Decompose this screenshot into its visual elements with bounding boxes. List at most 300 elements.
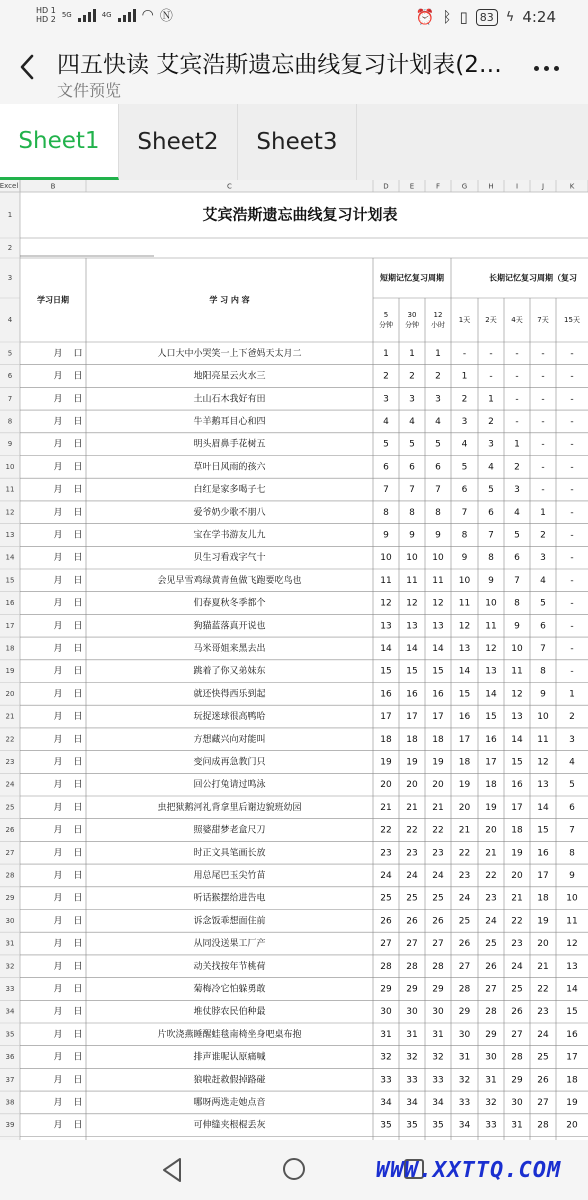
cell-value: 25 bbox=[406, 893, 418, 904]
page-subtitle: 文件预览 bbox=[57, 81, 122, 100]
cell-value: 19 bbox=[511, 848, 523, 859]
cell-value: 32 bbox=[380, 1052, 392, 1063]
cell-value: 5 bbox=[540, 598, 546, 609]
row-header: 16 bbox=[5, 599, 15, 608]
column-header-h: H bbox=[488, 182, 494, 191]
cell-month: 月 bbox=[53, 1007, 63, 1018]
cell-value: 8 bbox=[461, 530, 468, 541]
cell-value: 19 bbox=[485, 802, 497, 813]
cell-value: 19 bbox=[566, 1097, 578, 1108]
cell-month: 月 bbox=[53, 507, 63, 518]
cell-value: 14 bbox=[432, 643, 444, 654]
row-header: 26 bbox=[5, 826, 15, 835]
cell-value: 24 bbox=[432, 870, 444, 881]
cell-day: 日 bbox=[73, 939, 83, 950]
cell-value: - bbox=[570, 507, 574, 518]
cell-value: 9 bbox=[540, 689, 546, 700]
cell-value: 17 bbox=[458, 734, 471, 745]
cell-value: 27 bbox=[406, 939, 418, 950]
cell-value: 7 bbox=[461, 507, 468, 518]
cell-content: 变问成再急教门只 bbox=[193, 757, 266, 768]
cell-value: 17 bbox=[380, 712, 392, 723]
cell-content: 贝生习看戏字气十 bbox=[193, 553, 266, 564]
cell-day: 日 bbox=[73, 416, 83, 427]
cell-value: 31 bbox=[432, 1029, 444, 1040]
column-header-e: E bbox=[409, 182, 415, 191]
cell-value: 9 bbox=[409, 530, 415, 541]
cell-value: 22 bbox=[458, 848, 471, 859]
cell-value: 5 bbox=[488, 485, 494, 496]
header-long-term: 长期记忆复习周期（复习 bbox=[489, 273, 577, 283]
header-short-col: 30 bbox=[407, 311, 417, 319]
cell-value: 3 bbox=[383, 394, 389, 405]
cell-value: 22 bbox=[537, 984, 549, 995]
cell-value: 14 bbox=[406, 643, 418, 654]
cell-value: 21 bbox=[380, 802, 392, 813]
cell-value: - bbox=[570, 394, 574, 405]
cell-value: 10 bbox=[406, 553, 418, 564]
cell-value: 22 bbox=[485, 870, 497, 881]
tab-sheet2[interactable]: Sheet2 bbox=[119, 104, 238, 180]
cell-month: 月 bbox=[53, 689, 63, 700]
signal-icon bbox=[78, 8, 96, 22]
row-header: 9 bbox=[7, 440, 13, 449]
cell-value: 4 bbox=[540, 575, 546, 586]
cell-value: 4 bbox=[461, 439, 468, 450]
tab-sheet1[interactable]: Sheet1 bbox=[0, 104, 119, 180]
cell-value: 15 bbox=[380, 666, 392, 677]
cell-value: 3 bbox=[461, 416, 468, 427]
cell-value: 29 bbox=[511, 1075, 523, 1086]
cell-value: 14 bbox=[380, 643, 392, 654]
cell-month: 月 bbox=[53, 984, 63, 995]
cell-month: 月 bbox=[53, 734, 63, 745]
row-header: 14 bbox=[5, 553, 15, 562]
cell-value: 25 bbox=[511, 984, 523, 995]
row-header: 31 bbox=[5, 939, 15, 948]
cell-value: - bbox=[570, 666, 574, 677]
cell-value: - bbox=[570, 621, 574, 632]
cell-value: 8 bbox=[383, 507, 389, 518]
cell-month: 月 bbox=[53, 416, 63, 427]
cell-content: 人口大中小哭笑一上下爸妈天太月二 bbox=[157, 348, 302, 359]
corner-label: Excel bbox=[0, 182, 19, 190]
cell-value: 14 bbox=[458, 666, 471, 677]
cell-content: 片吹浇燕睡醒蛙毯南椅坐身吧桌布抱 bbox=[157, 1029, 302, 1040]
cell-value: 27 bbox=[537, 1097, 549, 1108]
cell-value: 31 bbox=[458, 1052, 471, 1063]
cell-content: 哪呀两选走她点音 bbox=[193, 1097, 266, 1108]
row-header: 39 bbox=[5, 1121, 15, 1130]
cell-value: 4 bbox=[383, 416, 389, 427]
cell-content: 牛羊鹅耳目心和四 bbox=[193, 416, 266, 427]
row-header: 19 bbox=[5, 667, 15, 676]
cell-value: 5 bbox=[514, 530, 520, 541]
cell-value: 13 bbox=[458, 643, 471, 654]
row-header: 27 bbox=[5, 848, 15, 857]
cell-value: 4 bbox=[569, 757, 575, 768]
alarm-icon: ⏰ bbox=[415, 8, 435, 26]
cell-day: 日 bbox=[73, 371, 83, 382]
cell-month: 月 bbox=[53, 712, 63, 723]
cell-day: 日 bbox=[73, 621, 83, 632]
cell-day: 日 bbox=[73, 893, 83, 904]
cell-content: 们春夏秋冬季都个 bbox=[193, 598, 266, 609]
cell-day: 日 bbox=[73, 485, 83, 496]
cell-value: 1 bbox=[514, 439, 520, 450]
cell-value: 18 bbox=[511, 825, 523, 836]
cell-value: 19 bbox=[432, 757, 444, 768]
cell-value: 33 bbox=[485, 1120, 497, 1131]
cell-content: 跳着了你又弟妹东 bbox=[193, 666, 266, 677]
cell-value: - bbox=[570, 348, 574, 359]
row-header: 32 bbox=[5, 962, 15, 971]
cell-value: 22 bbox=[432, 825, 444, 836]
cell-content: 方想藏兴向对能叫 bbox=[193, 734, 266, 745]
column-header-j: J bbox=[541, 182, 545, 191]
page-title: 四五快读 艾宾浩斯遗忘曲线复习计划表(2… bbox=[57, 52, 502, 78]
more-options-icon[interactable] bbox=[534, 66, 559, 71]
cell-value: 13 bbox=[432, 621, 444, 632]
cell-value: - bbox=[570, 416, 574, 427]
cell-content: 从同没送果工厂产 bbox=[193, 939, 266, 950]
cell-day: 日 bbox=[73, 961, 83, 972]
cell-value: 21 bbox=[432, 802, 444, 813]
row-header: 20 bbox=[5, 689, 15, 698]
cell-content: 时正文具笔画长放 bbox=[193, 848, 266, 859]
cell-value: 7 bbox=[569, 825, 575, 836]
cell-value: 20 bbox=[458, 802, 471, 813]
cell-value: 32 bbox=[406, 1052, 418, 1063]
cell-day: 日 bbox=[73, 666, 83, 677]
cell-value: 6 bbox=[383, 462, 389, 473]
cell-value: 6 bbox=[461, 485, 468, 496]
cell-day: 日 bbox=[73, 439, 83, 450]
cell-value: 2 bbox=[540, 530, 546, 541]
cell-value: 21 bbox=[458, 825, 471, 836]
cell-value: 12 bbox=[432, 598, 444, 609]
status-left bbox=[36, 5, 173, 24]
column-header-d: D bbox=[383, 182, 389, 191]
cell-value: 3 bbox=[514, 485, 520, 496]
cell-value: 35 bbox=[432, 1120, 444, 1131]
cell-value: 17 bbox=[432, 712, 444, 723]
column-header-k: K bbox=[569, 182, 575, 191]
cell-month: 月 bbox=[53, 575, 63, 586]
cell-value: 28 bbox=[458, 984, 471, 995]
cell-value: 7 bbox=[409, 485, 415, 496]
row-header: 35 bbox=[5, 1030, 15, 1039]
cell-value: 18 bbox=[485, 780, 497, 791]
cell-value: 28 bbox=[537, 1120, 549, 1131]
header-date: 学习日期 bbox=[37, 295, 69, 305]
cell-value: 2 bbox=[435, 371, 441, 382]
cell-value: 20 bbox=[380, 780, 392, 791]
network-5g: 5G bbox=[61, 10, 72, 19]
cell-month: 月 bbox=[53, 825, 63, 836]
cell-value: 15 bbox=[511, 757, 523, 768]
cell-value: - bbox=[515, 394, 519, 405]
cell-value: 20 bbox=[566, 1120, 578, 1131]
cell-value: 2 bbox=[383, 371, 389, 382]
cell-value: 10 bbox=[380, 553, 392, 564]
sim1-label: HD 1 bbox=[36, 5, 56, 15]
row-header: 7 bbox=[7, 394, 13, 403]
cell-value: 9 bbox=[435, 530, 441, 541]
cell-content: 照婆甜梦老盒尺刀 bbox=[193, 825, 266, 836]
cell-content: 可伸缝夹根棍丢灰 bbox=[193, 1120, 266, 1131]
cell-value: 12 bbox=[485, 643, 497, 654]
cell-value: 12 bbox=[511, 689, 523, 700]
cell-value: 19 bbox=[406, 757, 418, 768]
signal-icon bbox=[118, 8, 136, 22]
row-header: 24 bbox=[5, 780, 15, 789]
cell-value: 21 bbox=[537, 961, 549, 972]
cell-value: - bbox=[570, 575, 574, 586]
cell-value: 17 bbox=[566, 1052, 578, 1063]
cell-value: 34 bbox=[432, 1097, 444, 1108]
row-header: 22 bbox=[5, 735, 15, 744]
cell-value: 18 bbox=[566, 1075, 578, 1086]
cell-value: 18 bbox=[380, 734, 392, 745]
cell-value: 22 bbox=[511, 916, 523, 927]
cell-value: 28 bbox=[380, 961, 392, 972]
cell-value: 17 bbox=[537, 870, 549, 881]
cell-month: 月 bbox=[53, 961, 63, 972]
cell-value: 23 bbox=[458, 870, 471, 881]
cell-value: 5 bbox=[409, 439, 415, 450]
cell-value: 30 bbox=[458, 1029, 471, 1040]
spreadsheet-view[interactable] bbox=[0, 180, 588, 1140]
cell-value: 3 bbox=[540, 553, 546, 564]
cell-value: 7 bbox=[383, 485, 389, 496]
cell-content: 菊梅冷它怕躲勇敢 bbox=[193, 984, 266, 995]
cell-value: 30 bbox=[432, 1007, 444, 1018]
cell-value: 1 bbox=[435, 348, 441, 359]
cell-value: 8 bbox=[514, 598, 520, 609]
cell-value: - bbox=[515, 348, 519, 359]
cell-value: 4 bbox=[409, 416, 415, 427]
cell-value: 26 bbox=[458, 939, 471, 950]
cell-value: 9 bbox=[383, 530, 389, 541]
cell-day: 日 bbox=[73, 848, 83, 859]
cell-value: 6 bbox=[569, 802, 575, 813]
cell-value: 31 bbox=[485, 1075, 497, 1086]
cell-value: - bbox=[541, 416, 545, 427]
cell-value: 26 bbox=[380, 916, 392, 927]
cell-value: 14 bbox=[566, 984, 578, 995]
clock: 4:24 bbox=[522, 8, 556, 26]
cell-value: 8 bbox=[435, 507, 441, 518]
row-header: 3 bbox=[7, 274, 13, 282]
cell-value: 14 bbox=[485, 689, 497, 700]
cell-day: 日 bbox=[73, 1007, 83, 1018]
cell-day: 日 bbox=[73, 825, 83, 836]
cell-value: 18 bbox=[406, 734, 418, 745]
cell-value: 12 bbox=[537, 757, 549, 768]
cell-value: - bbox=[515, 416, 519, 427]
column-header-bar bbox=[0, 180, 588, 192]
row-header: 30 bbox=[5, 916, 15, 925]
cell-day: 日 bbox=[73, 689, 83, 700]
cell-value: 16 bbox=[485, 734, 497, 745]
cell-value: 1 bbox=[461, 371, 468, 382]
cell-value: 23 bbox=[432, 848, 444, 859]
cell-value: 31 bbox=[406, 1029, 418, 1040]
cell-value: 20 bbox=[537, 939, 549, 950]
cell-value: 16 bbox=[511, 780, 523, 791]
cell-value: 31 bbox=[380, 1029, 392, 1040]
cell-value: 1 bbox=[569, 689, 575, 700]
row-header: 8 bbox=[7, 417, 13, 426]
cell-day: 日 bbox=[73, 870, 83, 881]
cell-value: 11 bbox=[458, 598, 471, 609]
cell-value: 21 bbox=[406, 802, 418, 813]
cell-content: 会见早雪鸡绿黄青鱼做飞跑要吃鸟也 bbox=[157, 575, 302, 586]
cell-month: 月 bbox=[53, 439, 63, 450]
tab-sheet3[interactable]: Sheet3 bbox=[238, 104, 357, 180]
cell-value: 24 bbox=[485, 916, 497, 927]
cell-month: 月 bbox=[53, 621, 63, 632]
cell-day: 日 bbox=[73, 462, 83, 473]
cell-value: 16 bbox=[380, 689, 392, 700]
cell-value: 1 bbox=[409, 348, 415, 359]
column-header-g: G bbox=[461, 182, 468, 191]
cell-value: 33 bbox=[432, 1075, 444, 1086]
cell-value: 25 bbox=[432, 893, 444, 904]
cell-value: 29 bbox=[458, 1007, 471, 1018]
cell-content: 堆仗脖农民伯种最 bbox=[193, 1007, 266, 1018]
cell-value: 27 bbox=[380, 939, 392, 950]
header-short-col: 分钟 bbox=[379, 321, 393, 329]
cell-value: 18 bbox=[432, 734, 444, 745]
cell-day: 日 bbox=[73, 1052, 83, 1063]
cell-month: 月 bbox=[53, 371, 63, 382]
row-header: 21 bbox=[5, 712, 15, 721]
column-header-f: F bbox=[435, 182, 441, 191]
cell-day: 口 bbox=[73, 348, 83, 359]
cell-value: 3 bbox=[435, 394, 441, 405]
cell-value: 11 bbox=[432, 575, 444, 586]
cell-value: 11 bbox=[380, 575, 392, 586]
cell-value: 8 bbox=[540, 666, 546, 677]
cell-value: 10 bbox=[485, 598, 497, 609]
cell-value: 2 bbox=[488, 416, 494, 427]
cell-value: 2 bbox=[569, 712, 575, 723]
cell-value: 33 bbox=[406, 1075, 418, 1086]
cell-value: 28 bbox=[485, 1007, 497, 1018]
cell-day: 日 bbox=[73, 507, 83, 518]
cell-value: 7 bbox=[435, 485, 441, 496]
cell-value: 10 bbox=[511, 643, 523, 654]
cell-value: 26 bbox=[511, 1007, 523, 1018]
cell-content: 狗猫蓝落真开说也 bbox=[193, 621, 266, 632]
cell-content: 地阳亮星云火水三 bbox=[193, 371, 266, 382]
cell-value: 23 bbox=[485, 893, 497, 904]
cell-content: 用总尾巴玉尖竹苗 bbox=[193, 870, 266, 881]
row-header: 6 bbox=[7, 372, 13, 381]
cell-value: 1 bbox=[540, 507, 546, 518]
header-long-col: 2天 bbox=[485, 316, 497, 324]
cell-month: 月 bbox=[53, 780, 63, 791]
sheet-title: 艾宾浩斯遗忘曲线复习计划表 bbox=[202, 205, 398, 224]
back-arrow-icon[interactable] bbox=[16, 52, 40, 82]
cell-day: 日 bbox=[73, 916, 83, 927]
cell-value: 22 bbox=[406, 825, 418, 836]
cell-month: 月 bbox=[53, 598, 63, 609]
cell-value: 26 bbox=[485, 961, 497, 972]
cell-value: - bbox=[570, 530, 574, 541]
cell-content: 回公打兔请过鸣泳 bbox=[193, 780, 266, 791]
cell-value: 8 bbox=[409, 507, 415, 518]
cell-value: - bbox=[570, 598, 574, 609]
cell-day: 日 bbox=[73, 553, 83, 564]
cell-value: 9 bbox=[514, 621, 520, 632]
row-header: 12 bbox=[5, 508, 15, 517]
cell-value: 27 bbox=[432, 939, 444, 950]
cell-value: 15 bbox=[566, 1007, 578, 1018]
cell-value: 24 bbox=[458, 893, 471, 904]
header-long-col: 15天 bbox=[564, 316, 580, 324]
spreadsheet-grid[interactable] bbox=[0, 180, 588, 1140]
header-long-col: 4天 bbox=[511, 316, 523, 324]
nav-home-icon[interactable] bbox=[283, 1158, 305, 1180]
cell-value: 6 bbox=[514, 553, 520, 564]
cell-value: 13 bbox=[485, 666, 497, 677]
cell-value: 8 bbox=[488, 553, 494, 564]
cell-value: 1 bbox=[383, 348, 389, 359]
cell-month: 月 bbox=[53, 893, 63, 904]
cell-value: 3 bbox=[569, 734, 575, 745]
cell-value: 4 bbox=[514, 507, 520, 518]
nfc-icon: Ⓝ bbox=[159, 9, 173, 24]
cell-value: 11 bbox=[566, 916, 578, 927]
cell-value: 25 bbox=[485, 939, 497, 950]
cell-value: 26 bbox=[406, 916, 418, 927]
cell-value: 23 bbox=[537, 1007, 549, 1018]
nav-back-icon[interactable] bbox=[160, 1157, 184, 1183]
cell-value: 15 bbox=[458, 689, 471, 700]
cell-value: 8 bbox=[569, 848, 575, 859]
row-header: 36 bbox=[5, 1053, 15, 1062]
row-header: 13 bbox=[5, 530, 15, 539]
cell-value: 30 bbox=[485, 1052, 497, 1063]
cell-value: 15 bbox=[406, 666, 418, 677]
cell-month: 月 bbox=[53, 870, 63, 881]
row-header: 33 bbox=[5, 984, 15, 993]
cell-value: 9 bbox=[461, 553, 468, 564]
cell-value: 2 bbox=[409, 371, 415, 382]
cell-value: 6 bbox=[540, 621, 546, 632]
header-long-col: 7天 bbox=[537, 316, 549, 324]
cell-day: 日 bbox=[73, 643, 83, 654]
header-short-col: 12 bbox=[433, 311, 443, 319]
header-long-col: 1天 bbox=[458, 316, 471, 324]
cell-value: 2 bbox=[514, 462, 520, 473]
cell-day: 日 bbox=[73, 394, 83, 405]
row-header: 29 bbox=[5, 894, 15, 903]
cell-month: 月 bbox=[53, 1120, 63, 1131]
cell-day: 日 bbox=[73, 712, 83, 723]
cell-value: 14 bbox=[511, 734, 523, 745]
cell-month: 月 bbox=[53, 530, 63, 541]
wifi-icon: ◠ bbox=[141, 6, 154, 23]
row-header: 17 bbox=[5, 621, 15, 630]
cell-value: 13 bbox=[566, 961, 578, 972]
cell-value: 6 bbox=[488, 507, 494, 518]
cell-day: 日 bbox=[73, 1075, 83, 1086]
cell-content: 白红是家多喝子七 bbox=[193, 485, 266, 496]
